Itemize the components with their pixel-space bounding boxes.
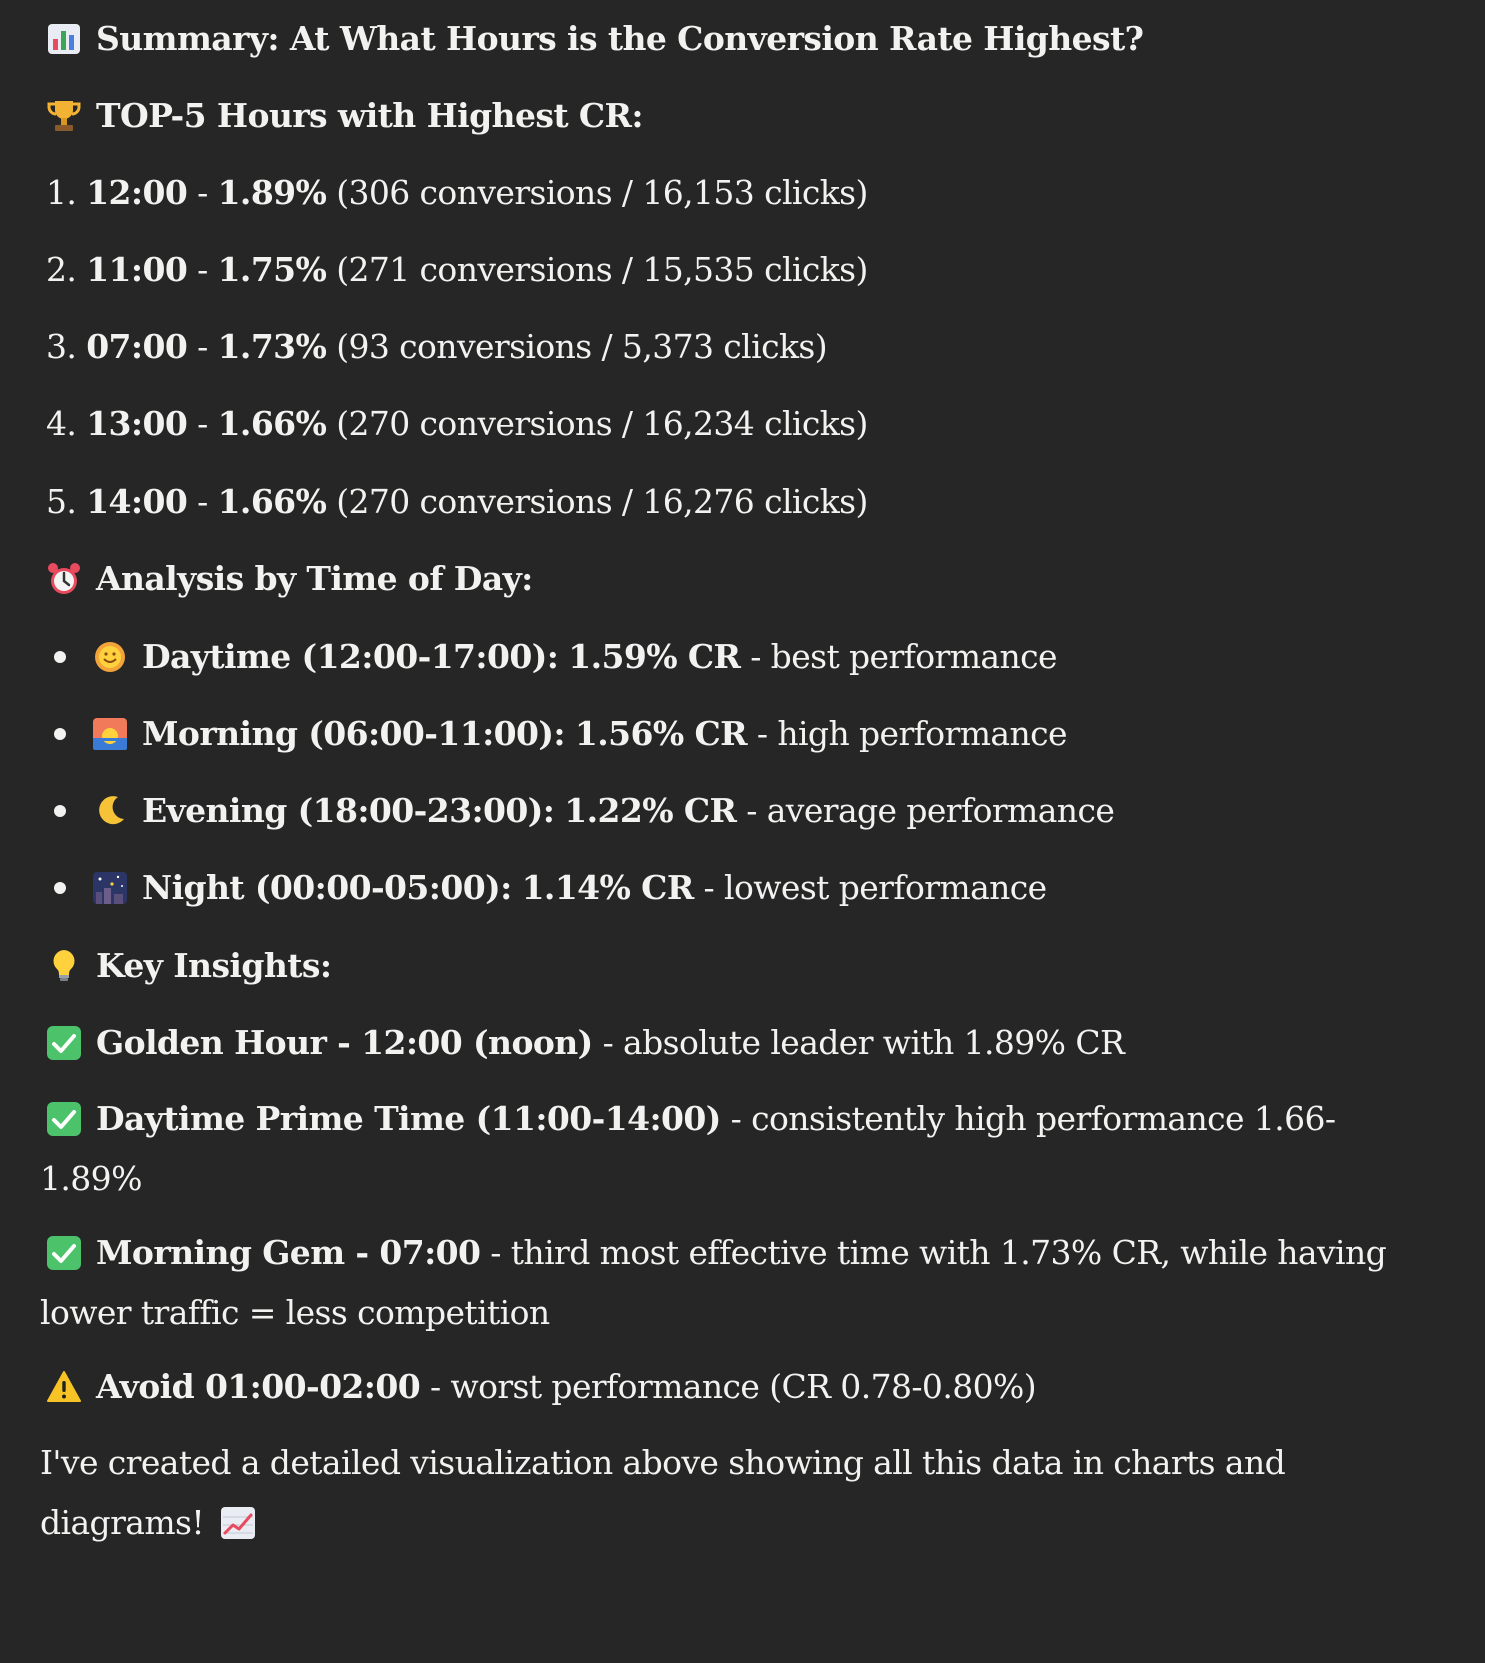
period-label: Daytime (12:00-17:00): — [142, 637, 559, 676]
period-note: lowest performance — [724, 868, 1047, 907]
night-sky-icon — [92, 870, 128, 906]
summary-heading — [46, 19, 1143, 59]
rate: 1.89% — [217, 173, 327, 212]
bullet — [54, 882, 66, 894]
insight-text: consistently high performance 1.66-1.89% — [40, 1099, 1336, 1198]
period-rate: 1.14% CR — [521, 868, 694, 907]
detail: (270 conversions / 16,276 clicks) — [336, 482, 868, 521]
hour: 14:00 — [86, 482, 188, 521]
rate: 1.73% — [217, 327, 327, 366]
list-item: 1. 12:00 - 1.89% (306 conversions / 16,153 clicks) — [46, 173, 868, 212]
detail: (306 conversions / 16,153 clicks) — [336, 173, 868, 212]
list-item: 2. 11:00 - 1.75% (271 conversions / 15,535 clicks) — [46, 250, 868, 289]
warning-text: worst performance (CR 0.78-0.80%) — [450, 1367, 1037, 1406]
light-bulb-icon — [46, 948, 82, 984]
insight-bold: Morning Gem - 07:00 — [96, 1233, 481, 1272]
hour: 07:00 — [86, 327, 188, 366]
warning-item: Avoid 01:00-02:00 - worst performance (CR 0.78-0.80%) — [46, 1367, 1036, 1407]
chart-increasing-icon — [220, 1505, 256, 1541]
list-item: 4. 13:00 - 1.66% (270 conversions / 16,234 clicks) — [46, 404, 868, 443]
insight-item: Daytime Prime Time (11:00-14:00) - consistently high performance 1.66-1.89% — [40, 1099, 1336, 1198]
list-item: 3. 07:00 - 1.73% (93 conversions / 5,373 clicks) — [46, 327, 827, 366]
list-item: Evening (18:00-23:00): 1.22% CR - average performance — [54, 791, 1114, 831]
hour: 13:00 — [86, 404, 188, 443]
period-label: Evening (18:00-23:00): — [142, 791, 555, 830]
list-item: Morning (06:00-11:00): 1.56% CR - high performance — [54, 714, 1067, 754]
closing-text: I've created a detailed visualization above showing all this data in charts and diagrams! — [40, 1443, 1286, 1542]
detail: (271 conversions / 15,535 clicks) — [336, 250, 868, 289]
sunrise-icon — [92, 716, 128, 752]
period-note: average performance — [766, 791, 1115, 830]
closing-paragraph — [40, 1433, 1420, 1553]
period-note: best performance — [770, 637, 1057, 676]
bullet — [54, 651, 66, 663]
sun-face-icon — [92, 639, 128, 675]
insight-text: absolute leader with 1.89% CR — [623, 1023, 1125, 1062]
check-mark-icon — [46, 1101, 82, 1137]
list-number: 5. — [46, 482, 77, 521]
insight-bold: Golden Hour - 12:00 (noon) — [96, 1023, 593, 1062]
warning-bold: Avoid 01:00-02:00 — [96, 1367, 421, 1406]
list-number: 4. — [46, 404, 77, 443]
list-item: Daytime (12:00-17:00): 1.59% CR - best performance — [54, 637, 1057, 677]
list-item: Night (00:00-05:00): 1.14% CR - lowest performance — [54, 868, 1047, 908]
summary-title: Summary: At What Hours is the Conversion Rate Highest? — [96, 19, 1144, 58]
list-number: 1. — [46, 173, 77, 212]
period-rate: 1.59% CR — [568, 637, 741, 676]
detail: (93 conversions / 5,373 clicks) — [336, 327, 827, 366]
top5-heading-text: TOP-5 Hours with Highest CR: — [96, 96, 643, 135]
list-item: 5. 14:00 - 1.66% (270 conversions / 16,276 clicks) — [46, 482, 868, 521]
rate: 1.75% — [217, 250, 327, 289]
bullet — [54, 805, 66, 817]
insight-text: third most effective time with 1.73% CR, while having lower traffic = less competition — [40, 1233, 1387, 1332]
bullet — [54, 728, 66, 740]
detail: (270 conversions / 16,234 clicks) — [336, 404, 868, 443]
list-number: 2. — [46, 250, 77, 289]
insights-heading-text: Key Insights: — [96, 946, 332, 985]
analysis-heading-text: Analysis by Time of Day: — [96, 559, 533, 598]
check-mark-icon — [46, 1235, 82, 1271]
trophy-icon — [46, 98, 82, 134]
period-label: Night (00:00-05:00): — [142, 868, 512, 907]
insight-item: Golden Hour - 12:00 (noon) - absolute leader with 1.89% CR — [46, 1023, 1124, 1063]
list-number: 3. — [46, 327, 77, 366]
period-rate: 1.22% CR — [564, 791, 737, 830]
rate: 1.66% — [217, 404, 327, 443]
period-note: high performance — [777, 714, 1067, 753]
hour: 11:00 — [86, 250, 188, 289]
period-label: Morning (06:00-11:00): — [142, 714, 565, 753]
check-mark-icon — [46, 1025, 82, 1061]
insight-item: Morning Gem - 07:00 - third most effective time with 1.73% CR, while having lower traffic = less competition — [40, 1233, 1387, 1332]
crescent-moon-icon — [92, 793, 128, 829]
alarm-clock-icon — [46, 561, 82, 597]
top5-heading — [46, 96, 643, 136]
warning-icon — [46, 1369, 82, 1405]
analysis-heading — [46, 559, 533, 599]
insight-bold: Daytime Prime Time (11:00-14:00) — [96, 1099, 721, 1138]
insights-heading — [46, 946, 331, 986]
bar-chart-icon — [46, 21, 82, 57]
period-rate: 1.56% CR — [574, 714, 747, 753]
rate: 1.66% — [217, 482, 327, 521]
hour: 12:00 — [86, 173, 188, 212]
